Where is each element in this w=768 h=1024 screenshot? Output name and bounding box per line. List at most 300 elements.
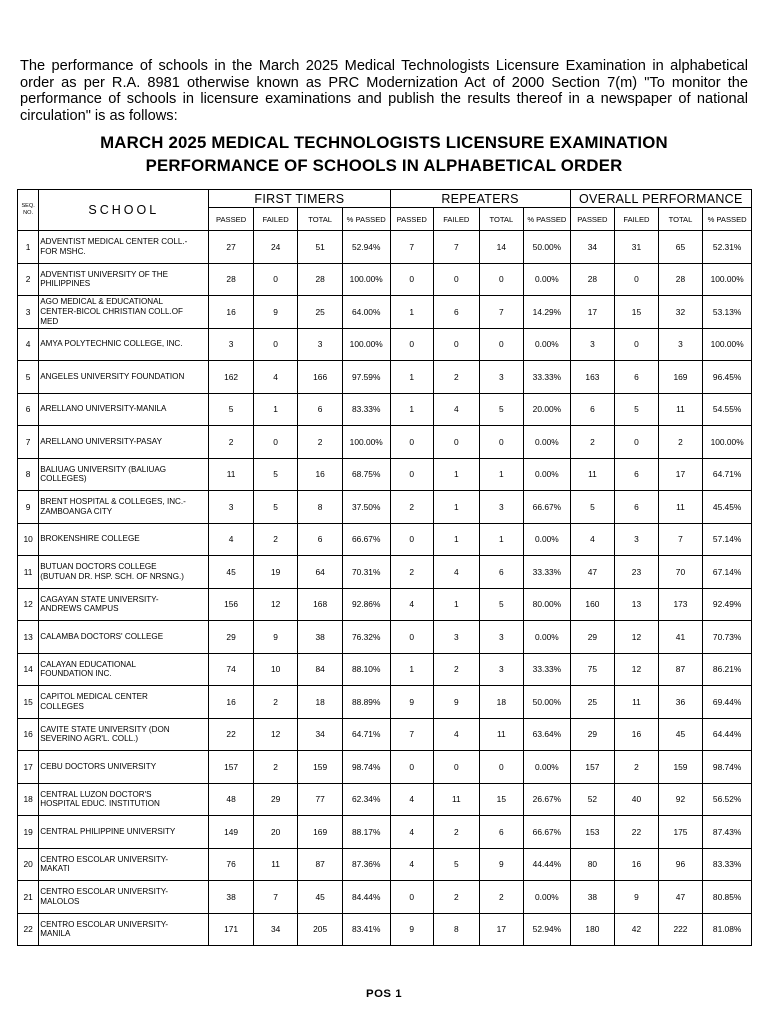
table-row <box>18 816 752 849</box>
value-cell: 83.41% <box>342 913 390 946</box>
value-cell: 3 <box>479 621 524 654</box>
value-cell: 7 <box>434 231 480 264</box>
column-header: % PASSED <box>524 208 571 231</box>
value-cell: 45 <box>209 556 254 589</box>
value-cell: 7 <box>479 296 524 329</box>
value-cell: 7 <box>390 718 434 751</box>
table-row <box>18 458 752 491</box>
value-cell: 24 <box>253 231 298 264</box>
value-cell: 13 <box>615 588 659 621</box>
school-name-cell: CENTRAL PHILIPPINE UNIVERSITY <box>39 816 209 849</box>
school-name-cell: BROKENSHIRE COLLEGE <box>39 523 209 556</box>
results-table <box>17 189 752 946</box>
value-cell: 8 <box>434 913 480 946</box>
table-row <box>18 361 752 394</box>
value-cell: 15 <box>479 783 524 816</box>
value-cell: 22 <box>615 816 659 849</box>
seq-cell: 19 <box>18 816 39 849</box>
table-row <box>18 621 752 654</box>
value-cell: 6 <box>615 458 659 491</box>
value-cell: 2 <box>298 426 343 459</box>
table-row <box>18 751 752 784</box>
school-name-cell: CAGAYAN STATE UNIVERSITY- ANDREWS CAMPUS <box>39 588 209 621</box>
value-cell: 9 <box>615 881 659 914</box>
value-cell: 6 <box>479 556 524 589</box>
value-cell: 2 <box>434 653 480 686</box>
value-cell: 2 <box>253 686 298 719</box>
value-cell: 80.00% <box>524 588 571 621</box>
value-cell: 6 <box>479 816 524 849</box>
column-header: PASSED <box>390 208 434 231</box>
value-cell: 0.00% <box>524 751 571 784</box>
value-cell: 157 <box>209 751 254 784</box>
value-cell: 33.33% <box>524 653 571 686</box>
seq-cell: 8 <box>18 458 39 491</box>
school-name-cell: ADVENTIST MEDICAL CENTER COLL.- FOR MSHC. <box>39 231 209 264</box>
value-cell: 0 <box>434 263 480 296</box>
value-cell: 80.85% <box>703 881 752 914</box>
value-cell: 64 <box>298 556 343 589</box>
seq-cell: 3 <box>18 296 39 329</box>
value-cell: 34 <box>253 913 298 946</box>
value-cell: 4 <box>434 393 480 426</box>
seq-cell: 9 <box>18 491 39 524</box>
value-cell: 0 <box>390 621 434 654</box>
value-cell: 0 <box>615 263 659 296</box>
value-cell: 11 <box>570 458 615 491</box>
value-cell: 163 <box>570 361 615 394</box>
value-cell: 2 <box>570 426 615 459</box>
value-cell: 0 <box>390 751 434 784</box>
value-cell: 7 <box>253 881 298 914</box>
school-header: SCHOOL <box>39 190 209 231</box>
school-name-cell: BRENT HOSPITAL & COLLEGES, INC.- ZAMBOANGA CITY <box>39 491 209 524</box>
value-cell: 14 <box>479 231 524 264</box>
value-cell: 52 <box>570 783 615 816</box>
value-cell: 205 <box>298 913 343 946</box>
value-cell: 4 <box>209 523 254 556</box>
value-cell: 2 <box>253 751 298 784</box>
value-cell: 44.44% <box>524 848 571 881</box>
value-cell: 11 <box>434 783 480 816</box>
value-cell: 156 <box>209 588 254 621</box>
value-cell: 29 <box>253 783 298 816</box>
value-cell: 0.00% <box>524 523 571 556</box>
table-row <box>18 783 752 816</box>
value-cell: 56.52% <box>703 783 752 816</box>
table-row <box>18 913 752 946</box>
value-cell: 0.00% <box>524 621 571 654</box>
seq-cell: 16 <box>18 718 39 751</box>
table-row <box>18 718 752 751</box>
value-cell: 5 <box>253 491 298 524</box>
value-cell: 9 <box>479 848 524 881</box>
value-cell: 2 <box>253 523 298 556</box>
page-footer: POS 1 <box>365 988 403 1000</box>
value-cell: 100.00% <box>342 426 390 459</box>
value-cell: 2 <box>390 491 434 524</box>
value-cell: 66.67% <box>524 816 571 849</box>
value-cell: 84.44% <box>342 881 390 914</box>
value-cell: 0.00% <box>524 881 571 914</box>
value-cell: 1 <box>390 393 434 426</box>
value-cell: 51 <box>298 231 343 264</box>
value-cell: 28 <box>570 263 615 296</box>
value-cell: 29 <box>570 718 615 751</box>
value-cell: 0.00% <box>524 328 571 361</box>
value-cell: 0.00% <box>524 263 571 296</box>
seq-cell: 17 <box>18 751 39 784</box>
value-cell: 5 <box>253 458 298 491</box>
column-header: TOTAL <box>479 208 524 231</box>
value-cell: 100.00% <box>703 328 752 361</box>
first-timers-header: FIRST TIMERS <box>209 190 390 208</box>
value-cell: 66.67% <box>524 491 571 524</box>
value-cell: 84 <box>298 653 343 686</box>
value-cell: 62.34% <box>342 783 390 816</box>
school-name-cell: CENTRO ESCOLAR UNIVERSITY- MANILA <box>39 913 209 946</box>
value-cell: 27 <box>209 231 254 264</box>
value-cell: 80 <box>570 848 615 881</box>
value-cell: 153 <box>570 816 615 849</box>
value-cell: 33.33% <box>524 556 571 589</box>
value-cell: 1 <box>434 523 480 556</box>
table-row <box>18 296 752 329</box>
school-name-cell: CALAYAN EDUCATIONAL FOUNDATION INC. <box>39 653 209 686</box>
value-cell: 5 <box>209 393 254 426</box>
value-cell: 70.31% <box>342 556 390 589</box>
value-cell: 4 <box>434 718 480 751</box>
value-cell: 0 <box>390 328 434 361</box>
value-cell: 169 <box>298 816 343 849</box>
table-row <box>18 686 752 719</box>
table-row <box>18 556 752 589</box>
value-cell: 0.00% <box>524 426 571 459</box>
value-cell: 6 <box>570 393 615 426</box>
seq-cell: 22 <box>18 913 39 946</box>
value-cell: 0.00% <box>524 458 571 491</box>
value-cell: 64.71% <box>342 718 390 751</box>
value-cell: 31 <box>615 231 659 264</box>
value-cell: 2 <box>658 426 703 459</box>
value-cell: 5 <box>479 393 524 426</box>
value-cell: 83.33% <box>342 393 390 426</box>
value-cell: 12 <box>615 653 659 686</box>
table-row <box>18 393 752 426</box>
value-cell: 92 <box>658 783 703 816</box>
value-cell: 48 <box>209 783 254 816</box>
value-cell: 1 <box>253 393 298 426</box>
value-cell: 75 <box>570 653 615 686</box>
value-cell: 57.14% <box>703 523 752 556</box>
value-cell: 45 <box>658 718 703 751</box>
value-cell: 1 <box>434 588 480 621</box>
value-cell: 32 <box>658 296 703 329</box>
value-cell: 98.74% <box>342 751 390 784</box>
value-cell: 1 <box>390 361 434 394</box>
value-cell: 3 <box>570 328 615 361</box>
value-cell: 10 <box>253 653 298 686</box>
school-name-cell: ANGELES UNIVERSITY FOUNDATION <box>39 361 209 394</box>
value-cell: 3 <box>479 653 524 686</box>
value-cell: 50.00% <box>524 686 571 719</box>
value-cell: 52.94% <box>524 913 571 946</box>
value-cell: 92.86% <box>342 588 390 621</box>
value-cell: 0 <box>434 328 480 361</box>
value-cell: 222 <box>658 913 703 946</box>
value-cell: 2 <box>209 426 254 459</box>
value-cell: 64.44% <box>703 718 752 751</box>
value-cell: 2 <box>434 881 480 914</box>
value-cell: 5 <box>570 491 615 524</box>
value-cell: 88.89% <box>342 686 390 719</box>
school-name-cell: CALAMBA DOCTORS' COLLEGE <box>39 621 209 654</box>
value-cell: 76.32% <box>342 621 390 654</box>
value-cell: 100.00% <box>342 263 390 296</box>
value-cell: 6 <box>615 361 659 394</box>
value-cell: 16 <box>298 458 343 491</box>
value-cell: 3 <box>209 491 254 524</box>
value-cell: 157 <box>570 751 615 784</box>
value-cell: 28 <box>209 263 254 296</box>
value-cell: 16 <box>209 686 254 719</box>
value-cell: 0 <box>615 328 659 361</box>
seq-cell: 13 <box>18 621 39 654</box>
value-cell: 9 <box>390 686 434 719</box>
seq-cell: 14 <box>18 653 39 686</box>
value-cell: 173 <box>658 588 703 621</box>
value-cell: 4 <box>390 816 434 849</box>
value-cell: 9 <box>434 686 480 719</box>
column-header: PASSED <box>570 208 615 231</box>
value-cell: 22 <box>209 718 254 751</box>
column-header: % PASSED <box>342 208 390 231</box>
table-row <box>18 426 752 459</box>
overall-performance-header: OVERALL PERFORMANCE <box>570 190 751 208</box>
column-header: FAILED <box>434 208 480 231</box>
value-cell: 11 <box>209 458 254 491</box>
value-cell: 19 <box>253 556 298 589</box>
value-cell: 3 <box>615 523 659 556</box>
value-cell: 8 <box>298 491 343 524</box>
value-cell: 88.10% <box>342 653 390 686</box>
seq-cell: 2 <box>18 263 39 296</box>
value-cell: 1 <box>390 296 434 329</box>
value-cell: 45.45% <box>703 491 752 524</box>
value-cell: 100.00% <box>703 263 752 296</box>
value-cell: 1 <box>434 458 480 491</box>
column-header: PASSED <box>209 208 254 231</box>
value-cell: 0 <box>479 426 524 459</box>
column-header: % PASSED <box>703 208 752 231</box>
value-cell: 64.71% <box>703 458 752 491</box>
value-cell: 34 <box>298 718 343 751</box>
school-name-cell: CENTRO ESCOLAR UNIVERSITY- MALOLOS <box>39 881 209 914</box>
value-cell: 29 <box>209 621 254 654</box>
value-cell: 17 <box>658 458 703 491</box>
school-name-cell: CAVITE STATE UNIVERSITY (DON SEVERINO AGR'L. COLL.) <box>39 718 209 751</box>
value-cell: 4 <box>434 556 480 589</box>
value-cell: 0 <box>434 751 480 784</box>
value-cell: 4 <box>570 523 615 556</box>
value-cell: 171 <box>209 913 254 946</box>
value-cell: 37.50% <box>342 491 390 524</box>
value-cell: 4 <box>390 783 434 816</box>
school-name-cell: AMYA POLYTECHNIC COLLEGE, INC. <box>39 328 209 361</box>
value-cell: 5 <box>479 588 524 621</box>
seq-cell: 1 <box>18 231 39 264</box>
value-cell: 169 <box>658 361 703 394</box>
value-cell: 0 <box>479 328 524 361</box>
value-cell: 96.45% <box>703 361 752 394</box>
value-cell: 70.73% <box>703 621 752 654</box>
value-cell: 28 <box>298 263 343 296</box>
value-cell: 14.29% <box>524 296 571 329</box>
value-cell: 97.59% <box>342 361 390 394</box>
table-row <box>18 231 752 264</box>
value-cell: 16 <box>615 718 659 751</box>
table-row <box>18 653 752 686</box>
results-table-body <box>18 231 752 946</box>
school-name-cell: CENTRO ESCOLAR UNIVERSITY- MAKATI <box>39 848 209 881</box>
value-cell: 3 <box>658 328 703 361</box>
value-cell: 11 <box>658 491 703 524</box>
value-cell: 3 <box>209 328 254 361</box>
value-cell: 9 <box>253 296 298 329</box>
value-cell: 50.00% <box>524 231 571 264</box>
value-cell: 6 <box>434 296 480 329</box>
value-cell: 9 <box>390 913 434 946</box>
column-header: FAILED <box>615 208 659 231</box>
value-cell: 52.31% <box>703 231 752 264</box>
value-cell: 87.36% <box>342 848 390 881</box>
seq-cell: 4 <box>18 328 39 361</box>
seq-cell: 15 <box>18 686 39 719</box>
value-cell: 4 <box>390 848 434 881</box>
value-cell: 4 <box>253 361 298 394</box>
value-cell: 38 <box>570 881 615 914</box>
value-cell: 83.33% <box>703 848 752 881</box>
value-cell: 33.33% <box>524 361 571 394</box>
value-cell: 36 <box>658 686 703 719</box>
school-name-cell: CAPITOL MEDICAL CENTER COLLEGES <box>39 686 209 719</box>
value-cell: 70 <box>658 556 703 589</box>
value-cell: 0 <box>390 426 434 459</box>
value-cell: 96 <box>658 848 703 881</box>
report-subtitle: PERFORMANCE OF SCHOOLS IN ALPHABETICAL ORDER <box>145 156 623 175</box>
value-cell: 0 <box>390 458 434 491</box>
value-cell: 65 <box>658 231 703 264</box>
school-name-cell: CEBU DOCTORS UNIVERSITY <box>39 751 209 784</box>
value-cell: 100.00% <box>342 328 390 361</box>
value-cell: 40 <box>615 783 659 816</box>
seq-no-header: SEQ. NO. <box>18 190 39 231</box>
column-header: TOTAL <box>298 208 343 231</box>
table-row <box>18 263 752 296</box>
value-cell: 16 <box>209 296 254 329</box>
value-cell: 1 <box>434 491 480 524</box>
value-cell: 0 <box>253 263 298 296</box>
intro-paragraph: The performance of schools in the March 2025 Medical Technologists Licensure Examination in alphabetical order as per R.A. 8981 otherwise known as PRC Modernization Act of 2000 Section 7(m) "To monitor the performance of schools in licensure examinations and publish the results thereof in a newspaper of national circulation" is as follows: <box>20 58 748 124</box>
value-cell: 0 <box>434 426 480 459</box>
value-cell: 6 <box>615 491 659 524</box>
value-cell: 2 <box>615 751 659 784</box>
school-name-cell: ARELLANO UNIVERSITY-MANILA <box>39 393 209 426</box>
value-cell: 3 <box>479 491 524 524</box>
value-cell: 17 <box>479 913 524 946</box>
value-cell: 11 <box>615 686 659 719</box>
school-name-cell: BALIUAG UNIVERSITY (BALIUAG COLLEGES) <box>39 458 209 491</box>
value-cell: 149 <box>209 816 254 849</box>
school-name-cell: CENTRAL LUZON DOCTOR'S HOSPITAL EDUC. INSTITUTION <box>39 783 209 816</box>
value-cell: 77 <box>298 783 343 816</box>
value-cell: 100.00% <box>703 426 752 459</box>
seq-cell: 10 <box>18 523 39 556</box>
value-cell: 52.94% <box>342 231 390 264</box>
value-cell: 98.74% <box>703 751 752 784</box>
value-cell: 3 <box>298 328 343 361</box>
value-cell: 18 <box>298 686 343 719</box>
value-cell: 28 <box>658 263 703 296</box>
value-cell: 166 <box>298 361 343 394</box>
value-cell: 11 <box>253 848 298 881</box>
value-cell: 53.13% <box>703 296 752 329</box>
value-cell: 0 <box>479 263 524 296</box>
table-row <box>18 328 752 361</box>
value-cell: 168 <box>298 588 343 621</box>
value-cell: 159 <box>298 751 343 784</box>
value-cell: 11 <box>658 393 703 426</box>
value-cell: 63.64% <box>524 718 571 751</box>
seq-cell: 7 <box>18 426 39 459</box>
value-cell: 0 <box>390 881 434 914</box>
value-cell: 2 <box>390 556 434 589</box>
value-cell: 0 <box>390 263 434 296</box>
value-cell: 92.49% <box>703 588 752 621</box>
value-cell: 12 <box>615 621 659 654</box>
value-cell: 162 <box>209 361 254 394</box>
table-row <box>18 588 752 621</box>
value-cell: 25 <box>298 296 343 329</box>
value-cell: 74 <box>209 653 254 686</box>
value-cell: 47 <box>570 556 615 589</box>
value-cell: 12 <box>253 718 298 751</box>
value-cell: 159 <box>658 751 703 784</box>
value-cell: 38 <box>209 881 254 914</box>
value-cell: 3 <box>434 621 480 654</box>
value-cell: 5 <box>615 393 659 426</box>
value-cell: 18 <box>479 686 524 719</box>
seq-cell: 11 <box>18 556 39 589</box>
seq-cell: 18 <box>18 783 39 816</box>
value-cell: 68.75% <box>342 458 390 491</box>
value-cell: 47 <box>658 881 703 914</box>
column-header: FAILED <box>253 208 298 231</box>
value-cell: 87.43% <box>703 816 752 849</box>
value-cell: 180 <box>570 913 615 946</box>
table-row <box>18 881 752 914</box>
value-cell: 9 <box>253 621 298 654</box>
report-title: MARCH 2025 MEDICAL TECHNOLOGISTS LICENSURE EXAMINATION <box>100 133 668 152</box>
value-cell: 26.67% <box>524 783 571 816</box>
school-name-cell: AGO MEDICAL & EDUCATIONAL CENTER-BICOL CHRISTIAN COLL.OF MED <box>39 296 209 329</box>
value-cell: 20 <box>253 816 298 849</box>
value-cell: 87 <box>298 848 343 881</box>
value-cell: 42 <box>615 913 659 946</box>
school-name-cell: ARELLANO UNIVERSITY-PASAY <box>39 426 209 459</box>
value-cell: 1 <box>390 653 434 686</box>
value-cell: 38 <box>298 621 343 654</box>
